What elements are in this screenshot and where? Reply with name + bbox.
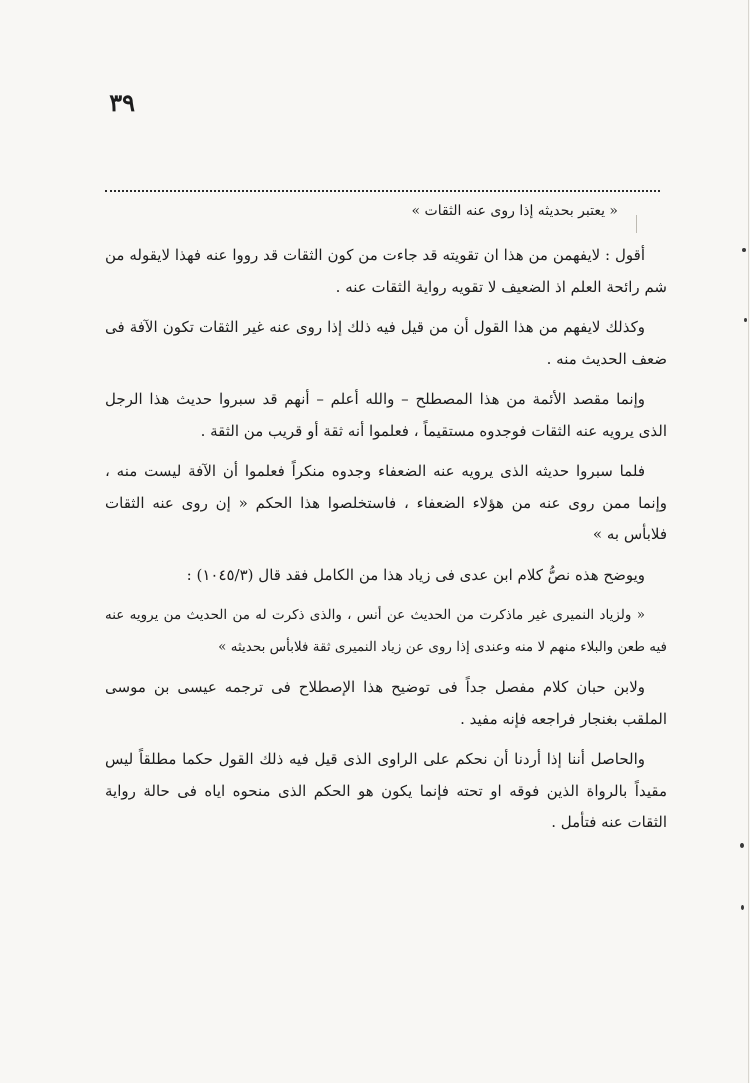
paragraph-3: وإنما مقصد الأئمة من هذا المصطلح – والله أعلم – أنهم قد سبروا حديث هذا الرجل الذى يرويه عنه الثقات فوجدوه مستقيماً ، فعلموا أنه ثقة أو قريب من الثقة . bbox=[105, 390, 667, 440]
margin-speck bbox=[741, 905, 744, 910]
paragraph-2: وكذلك لايفهم من هذا القول أن من قيل فيه ذلك إذا روى عنه غير الثقات تكون الآفة فى ضعف الحديث منه . bbox=[105, 318, 667, 368]
body-text bbox=[105, 240, 667, 848]
dotted-separator bbox=[105, 190, 660, 192]
paragraph-6-quote: « ولزياد النميرى غير ماذكرت من الحديث عن أنس ، والذى ذكرت له من الحديث من يرويه عنه فيه طعن والبلاء منهم لا منه وعندى إذا روى عن زياد النميرى ثقة فلابأس بحديثه » bbox=[105, 607, 667, 655]
paragraph-5: ويوضح هذه نصُّ كلام ابن عدى فى زياد هذا من الكامل فقد قال (١٠٤٥/٣) : bbox=[186, 565, 645, 584]
paragraph-7: ولابن حبان كلام مفصل جداً فى توضيح هذا الإصطلاح فى ترجمه عيسى بن موسى الملقب بغنجار فراجعه فإنه مفيد . bbox=[105, 678, 667, 728]
paragraph-1: أقول : لايفهمن من هذا ان تقويته قد جاءت من كون الثقات قد رووا عنه فهذا لايقوله من شم رائحة العلم اذ الضعيف لا تقويه رواية الثقات عنه . bbox=[105, 246, 667, 296]
paragraph-8: والحاصل أننا إذا أردنا أن نحكم على الراوى الذى قيل فيه ذلك القول حكما مطلقاً ليس مقيداً بالرواة الذين فوقه او تحته فإنما يكون هو الحكم الذى منحوه اياه فى حالة رواية الثقات عنه فتأمل . bbox=[105, 750, 667, 831]
scan-artifact-line bbox=[636, 215, 637, 233]
margin-speck bbox=[740, 843, 744, 848]
page-edge bbox=[748, 0, 749, 1083]
carryover-quote: « يعتبر بحديثه إذا روى عنه الثقات » bbox=[411, 203, 618, 219]
paragraph-4: فلما سبروا حديثه الذى يرويه عنه الضعفاء وجدوه منكراً فعلموا أن الآفة ليست منه ، وإنما ممن روى عنه من هؤلاء الضعفاء ، فاستخلصوا هذا الحكم « إن روى عنه الثقات فلابأس به » bbox=[105, 462, 667, 543]
margin-speck bbox=[744, 318, 747, 322]
margin-speck bbox=[742, 248, 746, 252]
page-number: ٣٩ bbox=[109, 88, 135, 117]
